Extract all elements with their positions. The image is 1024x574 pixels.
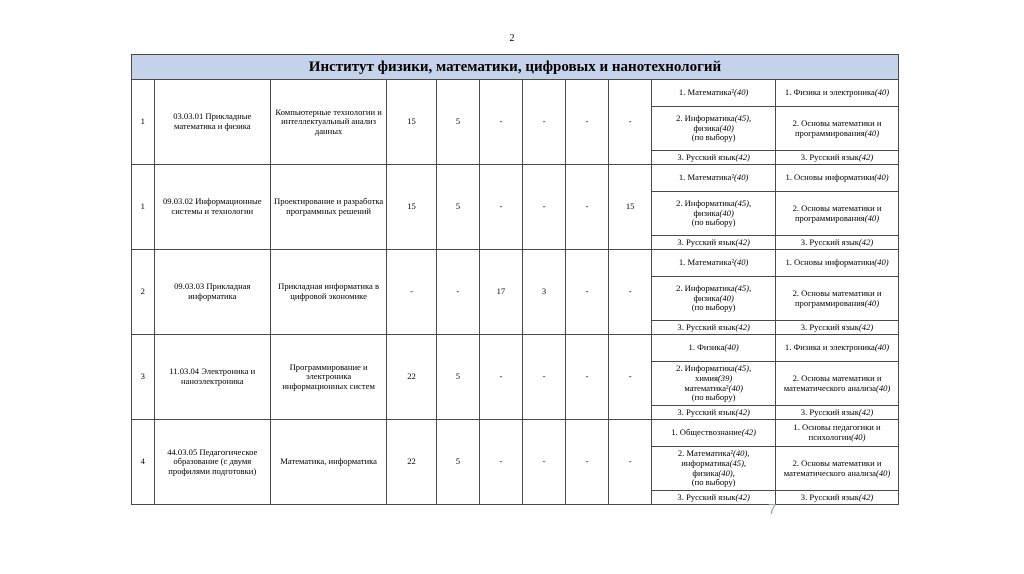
- col-6: -: [609, 250, 652, 335]
- exam-name: 2. Информатика: [676, 198, 735, 209]
- exam-name: 1. Математика²: [678, 87, 735, 98]
- col-3: 17: [479, 250, 522, 335]
- col-4: 3: [522, 250, 565, 335]
- exam-score: (40): [719, 292, 734, 303]
- slide-number: 7: [768, 501, 777, 518]
- col-5: -: [566, 165, 609, 250]
- exam-score: (40): [864, 127, 880, 138]
- exam-score: (45),: [734, 283, 752, 294]
- exam-score: (42): [735, 321, 750, 332]
- col-6: -: [609, 335, 652, 420]
- exam-score: (42): [741, 427, 757, 438]
- col-3: -: [479, 165, 522, 250]
- exam-name: 2. Математика²: [677, 448, 733, 459]
- exam-a-1: [652, 420, 776, 447]
- exam-name: 2. Основы математики и программирования: [792, 202, 882, 223]
- program-code: 44.03.05 Педагогическое образование (с двумя профилями подготовки): [154, 420, 270, 505]
- col-6: 15: [609, 165, 652, 250]
- budget-places: 22: [387, 335, 437, 420]
- row-number: 1: [132, 80, 155, 165]
- exam-score: (40): [874, 87, 890, 98]
- program-profile: Программирование и электроника информационных систем: [270, 335, 386, 420]
- exam-name: 1. Основы педагогики и психологии: [793, 422, 881, 442]
- exam-name: физика: [693, 292, 720, 303]
- program-code: 11.03.04 Электроника и наноэлектроника: [154, 335, 270, 420]
- program-profile: Прикладная информатика в цифровой экономике: [270, 250, 386, 335]
- exam-b-3: [776, 236, 899, 250]
- exam-b-3: [776, 406, 899, 420]
- exam-name: 2. Информатика: [676, 363, 735, 374]
- exam-name: химия: [695, 372, 718, 383]
- exam-name: 3. Русский язык: [677, 151, 736, 162]
- exam-name: 1. Физика и электроника: [784, 342, 875, 353]
- exam-b-2: [776, 447, 899, 491]
- page-number: 2: [509, 33, 515, 44]
- exam-a-3: [652, 491, 776, 505]
- exam-score: (40): [734, 172, 749, 183]
- exam-score: (40),: [732, 448, 750, 459]
- exam-score: (40): [719, 122, 734, 133]
- col-3: -: [479, 80, 522, 165]
- exam-score: (40): [734, 257, 749, 268]
- exam-a-2: [652, 362, 776, 406]
- exam-name: (по выбору): [691, 392, 736, 403]
- exam-name: 2. Информатика: [676, 113, 735, 124]
- exam-score: (42): [858, 321, 874, 332]
- exam-name: физика: [693, 122, 720, 133]
- exam-name: (по выбору): [691, 217, 736, 228]
- col-6: -: [609, 420, 652, 505]
- exam-name: 3. Русский язык: [800, 151, 859, 162]
- exam-b-1: [776, 420, 899, 447]
- row-number: 4: [132, 420, 155, 505]
- exam-score: (42): [858, 236, 874, 247]
- exam-score: (39): [717, 372, 733, 383]
- exam-score: (42): [735, 406, 750, 417]
- col-5: -: [566, 420, 609, 505]
- exam-b-2: [776, 192, 899, 236]
- exam-score: (40): [734, 87, 749, 98]
- row-number: 1: [132, 165, 155, 250]
- exam-score: (40): [874, 257, 889, 268]
- exam-score: (45),: [734, 113, 752, 124]
- exam-a-3: [652, 236, 776, 250]
- exam-b-1: [776, 80, 899, 107]
- program-profile: Математика, информатика: [270, 420, 386, 505]
- table-row: [132, 250, 899, 277]
- exam-score: (42): [858, 151, 874, 162]
- exam-a-2: [652, 447, 776, 491]
- exam-name: 2. Основы математики и программирования: [792, 117, 882, 138]
- budget-places: 22: [387, 420, 437, 505]
- exam-score: (40): [719, 207, 734, 218]
- exam-b-3: [776, 151, 899, 165]
- exam-score: (45),: [734, 363, 752, 374]
- target-places: -: [436, 250, 479, 335]
- target-places: 5: [436, 420, 479, 505]
- exam-a-3: [652, 406, 776, 420]
- exam-score: (42): [735, 236, 750, 247]
- table-row: [132, 80, 899, 107]
- exam-name: 1. Физика: [688, 342, 725, 353]
- exam-score: (40): [724, 342, 739, 353]
- col-5: -: [566, 80, 609, 165]
- exam-b-2: [776, 277, 899, 321]
- program-code: 03.03.01 Прикладные математика и физика: [154, 80, 270, 165]
- exam-name: 2. Информатика: [676, 283, 735, 294]
- exam-score: (45),: [734, 198, 752, 209]
- exam-name: 2. Основы математики и математического анализа: [783, 372, 882, 393]
- exam-score: (40): [874, 342, 890, 353]
- exam-name: информатика: [681, 457, 730, 468]
- exam-a-1: [652, 165, 776, 192]
- exam-score: (42): [735, 491, 750, 502]
- exam-b-1: [776, 335, 899, 362]
- exam-name: 2. Основы математики и программирования: [792, 287, 882, 308]
- exam-a-3: [652, 151, 776, 165]
- exam-name: 3. Русский язык: [677, 491, 736, 502]
- exam-name: 1. Основы информатики: [785, 172, 875, 183]
- institute-title: Институт физики, математики, цифровых и нанотехнологий: [132, 55, 899, 80]
- exam-name: 3. Русский язык: [677, 321, 736, 332]
- exam-a-2: [652, 277, 776, 321]
- table-row: [132, 335, 899, 362]
- exam-name: 3. Русский язык: [677, 406, 736, 417]
- target-places: 5: [436, 165, 479, 250]
- exam-name: математика²: [684, 382, 729, 393]
- exam-b-2: [776, 362, 899, 406]
- program-code: 09.03.02 Информационные системы и технологии: [154, 165, 270, 250]
- exam-name: 1. Физика и электроника: [784, 87, 875, 98]
- budget-places: 15: [387, 80, 437, 165]
- exam-name: (по выбору): [691, 477, 736, 488]
- exam-name: 1. Математика²: [678, 257, 735, 268]
- exam-name: 3. Русский язык: [800, 321, 859, 332]
- exam-a-3: [652, 321, 776, 335]
- program-profile: Компьютерные технологии и интеллектуальный анализ данных: [270, 80, 386, 165]
- exam-score: (45),: [729, 457, 747, 468]
- col-3: -: [479, 420, 522, 505]
- exam-a-1: [652, 80, 776, 107]
- exam-b-2: [776, 107, 899, 151]
- col-3: -: [479, 335, 522, 420]
- exam-name: физика: [692, 467, 719, 478]
- exam-a-2: [652, 192, 776, 236]
- col-6: -: [609, 80, 652, 165]
- admission-table: [131, 54, 899, 505]
- budget-places: 15: [387, 165, 437, 250]
- program-profile: Проектирование и разработка программных решений: [270, 165, 386, 250]
- target-places: 5: [436, 80, 479, 165]
- exam-name: 3. Русский язык: [677, 236, 736, 247]
- exam-name: 1. Обществознание: [671, 427, 742, 438]
- exam-score: (40): [874, 172, 889, 183]
- row-number: 2: [132, 250, 155, 335]
- row-number: 3: [132, 335, 155, 420]
- exam-b-3: [776, 491, 899, 505]
- exam-a-2: [652, 107, 776, 151]
- budget-places: -: [387, 250, 437, 335]
- col-4: -: [522, 165, 565, 250]
- exam-a-1: [652, 335, 776, 362]
- exam-a-1: [652, 250, 776, 277]
- col-4: -: [522, 335, 565, 420]
- target-places: 5: [436, 335, 479, 420]
- exam-score: (42): [858, 491, 874, 502]
- exam-name: 1. Основы информатики: [785, 257, 875, 268]
- table-row: [132, 165, 899, 192]
- exam-score: (40): [875, 467, 891, 478]
- exam-score: (40),: [718, 467, 735, 478]
- exam-name: (по выбору): [691, 302, 736, 313]
- exam-name: 3. Русский язык: [800, 491, 859, 502]
- exam-score: (42): [858, 406, 874, 417]
- col-5: -: [566, 335, 609, 420]
- exam-name: (по выбору): [691, 132, 736, 143]
- exam-name: 1. Математика²: [678, 172, 735, 183]
- exam-score: (42): [735, 151, 750, 162]
- col-4: -: [522, 80, 565, 165]
- exam-score: (40): [864, 212, 880, 223]
- exam-b-1: [776, 250, 899, 277]
- exam-name: 2. Основы математики и математического анализа: [783, 457, 882, 478]
- col-5: -: [566, 250, 609, 335]
- exam-score: (40): [728, 382, 743, 393]
- col-4: -: [522, 420, 565, 505]
- table-row: [132, 420, 899, 447]
- exam-name: 3. Русский язык: [800, 406, 859, 417]
- program-code: 09.03.03 Прикладная информатика: [154, 250, 270, 335]
- exam-name: 3. Русский язык: [800, 236, 859, 247]
- exam-score: (40): [864, 297, 880, 308]
- exam-name: физика: [693, 207, 720, 218]
- exam-b-3: [776, 321, 899, 335]
- exam-b-1: [776, 165, 899, 192]
- exam-score: (40): [875, 382, 891, 393]
- exam-score: (40): [851, 432, 866, 442]
